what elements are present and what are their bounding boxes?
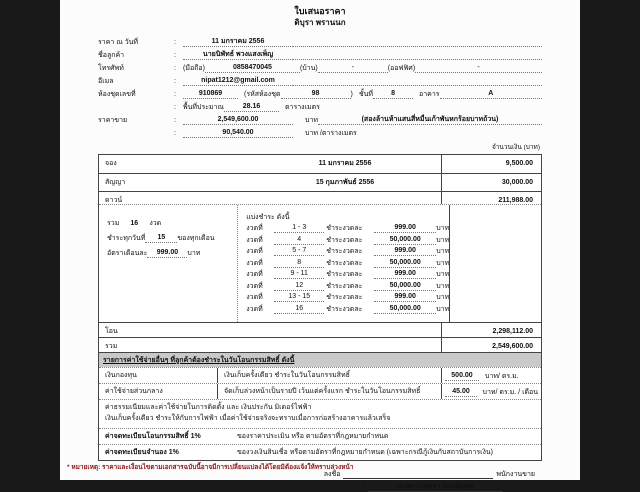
salesperson-role-label: พนักงานขาย: [496, 471, 535, 478]
field-row-unit: [98, 86, 542, 99]
inst-amount: 50,000.00: [374, 281, 436, 291]
fund-fee-label: เงินกองทุน: [105, 372, 137, 379]
price-value: 2,549,600.00: [183, 115, 293, 125]
inst-no: 5 - 7: [274, 246, 324, 256]
date-dotted-rule: [293, 46, 542, 47]
document-title: ใบเสนอราคา: [294, 6, 346, 16]
email-label: อีเมล: [98, 78, 114, 85]
detail-amount-empty-cell: [449, 205, 541, 322]
inst-label: งวดที่: [246, 248, 263, 255]
rate-label: อัตราเดือนละ: [107, 250, 148, 257]
inst-no: 1 - 3: [274, 223, 324, 233]
quote-date-value: 11 มกราคม 2556: [183, 37, 293, 47]
colon: :: [174, 91, 176, 98]
due-unit: ของทุกเดือน: [177, 235, 215, 242]
rate-unit: บาท: [187, 250, 201, 257]
per-label: ชำระงวดละ: [326, 225, 363, 232]
customer-label: ชื่อลูกค้า: [98, 52, 125, 59]
field-row-email: [98, 73, 542, 86]
customer-dotted-rule: [293, 59, 542, 60]
due-label: ชำระทุกวันที่: [107, 235, 146, 242]
mortgage-registration-fee-row: [99, 444, 541, 460]
unit-number-value: 910869: [183, 89, 238, 99]
fund-fee-amount: 500.00: [445, 371, 479, 381]
installment-row: [246, 302, 449, 314]
inst-label: งวดที่: [246, 294, 263, 301]
field-row-price: [98, 112, 542, 125]
field-row-price-per-sqm: [98, 125, 542, 138]
fee-row: [99, 383, 541, 399]
floor-label: ชั้นที่: [358, 91, 374, 98]
installment-row: [246, 268, 449, 280]
paren-open: (: [362, 484, 365, 491]
total-middle: [249, 338, 441, 352]
inst-no: 13 - 15: [274, 292, 324, 302]
inst-label: งวดที่: [246, 305, 263, 313]
baht-label: บาท: [436, 305, 450, 313]
inst-amount: 50,000.00: [374, 258, 436, 268]
inst-amount: 999.00: [374, 269, 436, 279]
payment-row-contract: [99, 173, 541, 191]
baht-label: บาท: [436, 248, 450, 255]
per-label: ชำระงวดละ: [326, 236, 363, 244]
area-unit: ตารางเมตร: [285, 104, 320, 111]
building-value: A: [440, 89, 542, 99]
total-count: 16: [130, 220, 139, 227]
phone-label: โทรศัพท์: [98, 65, 124, 72]
due-day-line: [107, 228, 237, 243]
field-row-area: [98, 99, 542, 112]
meter-fee-line2: เงินเก็บครั้งเดียว ชำระให้กับการไฟฟ้า เมื่อค่าใช้จ่ายจริงจะทราบเมื่อการก่อสร้างอาคารแล้วเสร็จ: [105, 415, 391, 422]
due-day-value: 15: [145, 233, 177, 243]
per-label: ชำระงวดละ: [326, 271, 363, 278]
inst-label: งวดที่: [246, 225, 263, 232]
colon: :: [174, 117, 176, 124]
sign-label: ลงชื่อ: [323, 471, 341, 478]
inst-label: งวดที่: [246, 236, 263, 244]
inst-no: 12: [274, 281, 324, 291]
installment-row: [246, 279, 449, 291]
per-label: ชำระงวดละ: [326, 294, 363, 301]
signature-line: [343, 471, 493, 479]
installment-row: [246, 291, 449, 303]
building-label: อาคาร: [419, 91, 440, 98]
colon: :: [174, 78, 176, 85]
price-in-words: (สองล้านห้าแสนสี่หมื่นเก้าพันหกร้อยบาทถ้วน): [318, 115, 542, 125]
monthly-rate-line: [107, 243, 237, 258]
transfer-middle: [249, 323, 441, 337]
fee-row: [99, 367, 541, 383]
total-amount: 2,549,600.00: [441, 338, 541, 352]
payment-row-booking: [99, 155, 541, 173]
inst-no: 16: [274, 304, 324, 314]
disclaimer-footnote: * หมายเหตุ: ราคาและเงื่อนไขตามเอกสารฉบับนี้อาจมีการเปลี่ยนแปลงได้โดยมิต้องแจ้งให้ทราบล่วงหน้า: [67, 464, 354, 471]
transfer-amount: 2,298,112.00: [441, 323, 541, 337]
colon: :: [174, 65, 176, 72]
unit-code-close: ): [350, 91, 353, 98]
colon: :: [174, 39, 176, 46]
down-label: ดาวน์: [105, 197, 123, 204]
office-phone-value: -: [415, 63, 542, 73]
quotation-document: [60, 0, 580, 491]
contract-label: สัญญา: [105, 179, 126, 186]
baht-label: บาท: [436, 259, 450, 267]
customer-name-value: นายนิพัทธ์ พวงแสงเพ็ญ: [183, 50, 293, 60]
baht-label: บาท: [436, 236, 450, 244]
per-label: ชำระงวดละ: [326, 282, 363, 290]
baht-label: บาท: [436, 294, 450, 301]
transfer-fee-label: ค่าจดทะเบียนโอนกรรมสิทธิ์ 1%: [105, 433, 201, 440]
baht-label: บาท: [436, 225, 450, 232]
inst-label: งวดที่: [246, 282, 263, 290]
installment-row: [246, 233, 449, 245]
office-phone-label: (ออฟฟิศ): [387, 65, 416, 72]
meter-fee-line1: ค่าธรรมเนียมและค่าใช้จ่ายในการติดตั้ง และ เงินประกัน มิเตอร์ไฟฟ้า: [105, 404, 312, 411]
common-fee-amount-cell: [441, 384, 541, 399]
inst-amount: 999.00: [374, 292, 436, 302]
total-label: รวม: [105, 343, 118, 350]
unit-label: ห้องชุดเลขที่: [98, 91, 136, 98]
floor-value: 8: [373, 89, 413, 99]
total-label: รวม: [107, 220, 120, 227]
down-summary-cell: [99, 205, 237, 322]
colon: :: [174, 104, 176, 111]
installment-row: [246, 222, 449, 234]
unit-code-value: 98: [281, 89, 351, 99]
amount-column-header: จำนวนเงิน (บาท): [491, 144, 540, 151]
fund-fee-desc: เงินเก็บครั้งเดียว ชำระในวันโอนกรรมสิทธิ์: [217, 368, 441, 383]
field-row-phone: [98, 60, 542, 73]
baht-label: บาท: [436, 282, 450, 290]
inst-no: 4: [274, 235, 324, 245]
installment-row: [246, 245, 449, 257]
price-per-sqm-value: 90,540.00: [183, 128, 293, 138]
mobile-label: (มือถือ): [183, 65, 205, 72]
installment-schedule-cell: [237, 205, 449, 322]
payment-row-transfer: [99, 322, 541, 337]
email-value: nipat1212@gmail.com: [183, 76, 293, 86]
payment-schedule-table: [98, 154, 542, 461]
fund-fee-amount-cell: [441, 368, 541, 383]
transfer-label: โอน: [105, 328, 118, 335]
mortgage-fee-desc: ของวงเงินสินเชื่อ หรือตามอัตราที่กฎหมายกำหนด (เฉพาะกรณีกู้เงินกับสถาบันการเงิน): [237, 449, 494, 456]
booking-amount: 9,500.00: [441, 155, 541, 173]
inst-no: 8: [274, 258, 324, 268]
rate-value: 999.00: [147, 248, 187, 258]
inst-amount: 50,000.00: [374, 235, 436, 245]
email-dotted-rule: [293, 85, 542, 86]
transfer-registration-fee-row: [99, 428, 541, 444]
area-label: พื้นที่ประมาณ: [183, 104, 225, 111]
split-header: [246, 210, 449, 222]
per-label: ชำระงวดละ: [326, 248, 363, 255]
customer-fields: [98, 34, 542, 138]
mobile-value: 0858470045: [205, 63, 300, 73]
field-row-customer: [98, 47, 542, 60]
meter-fee-block: [99, 399, 541, 428]
down-amount: 211,988.00: [441, 192, 541, 204]
fees-header-text: รายการค่าใช้จ่ายอื่นๆ ที่ลูกค้าต้องชำระในวันโอนกรรมสิทธิ์ ดังนี้: [103, 357, 295, 364]
payment-row-down: [99, 191, 541, 204]
inst-label: งวดที่: [246, 271, 263, 278]
payment-row-total: [99, 337, 541, 352]
price-per-sqm-unit: บาท /ตารางเมตร: [305, 130, 357, 137]
contract-date: 15 กุมภาพันธ์ 2556: [315, 179, 375, 186]
common-fee-desc: จัดเก็บล่วงหน้าเป็นรายปี เว้นแต่ครั้งแรก ชำระในวันโอนกรรมสิทธิ์: [217, 384, 441, 399]
per-label: ชำระงวดละ: [326, 259, 363, 267]
inst-amount: 50,000.00: [374, 304, 436, 314]
booking-date: 11 มกราคม 2556: [318, 160, 372, 167]
inst-label: งวดที่: [246, 259, 263, 267]
inst-no: 9 - 11: [274, 269, 324, 279]
baht-label: บาท: [436, 271, 450, 278]
colon: :: [174, 130, 176, 137]
project-name: ดิบุรา พรานนก: [294, 18, 346, 27]
inst-amount: 999.00: [374, 246, 436, 256]
colon: :: [174, 52, 176, 59]
down-date: [249, 192, 441, 204]
per-label: ชำระงวดละ: [326, 305, 363, 313]
paren-close: ): [505, 484, 508, 491]
split-header-text: แบ่งชำระ ดังนี้: [246, 213, 290, 221]
price-unit: บาท: [305, 117, 318, 124]
mortgage-fee-label: ค่าจดทะเบียนจำนอง 1%: [105, 449, 179, 456]
home-phone-value: -: [318, 63, 388, 73]
inst-amount: 999.00: [374, 223, 436, 233]
signature-name-row: [60, 482, 508, 492]
common-fee-unit: บาท/ ตร.ม. / เดือน: [482, 389, 538, 396]
transfer-fee-desc: ของราคาประเมิน หรือ ตามอัตราที่กฎหมายกำหนด: [237, 433, 389, 440]
contract-amount: 30,000.00: [441, 174, 541, 191]
date-label: ราคา ณ วันที่: [98, 39, 139, 46]
total-unit: งวด: [149, 220, 162, 227]
home-phone-label: (บ้าน): [299, 65, 318, 72]
price-label: ราคาขาย: [98, 117, 128, 124]
common-fee-label: ค่าใช้จ่ายส่วนกลาง: [105, 388, 163, 395]
installment-total-line: [107, 213, 237, 228]
area-value: 28.16: [224, 102, 279, 112]
fees-section-header: [99, 352, 541, 367]
down-payment-detail-row: [99, 204, 541, 322]
unit-code-label: (รหัสห้องชุด: [244, 91, 281, 98]
installment-row: [246, 256, 449, 268]
booking-label: จอง: [105, 160, 117, 167]
common-fee-amount: 45.00: [445, 387, 477, 397]
field-row-date: [98, 34, 542, 47]
fund-fee-unit: บาท/ ตร.ม.: [485, 373, 519, 380]
salesperson-name: นางสาวเกษรา ป้อมทับทุม: [368, 482, 503, 492]
